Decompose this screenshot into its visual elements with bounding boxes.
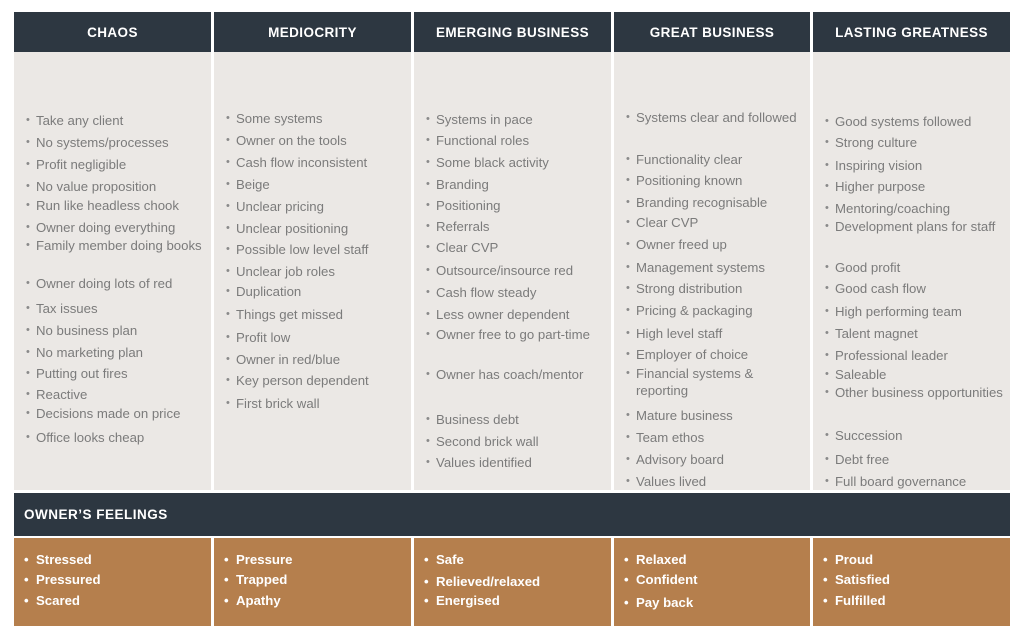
- list-item: • Tax issues: [26, 300, 206, 317]
- column-great-business: [614, 52, 810, 490]
- owners-feelings-header: OWNER’S FEELINGS: [14, 493, 1010, 536]
- list-item: • Things get missed: [226, 306, 406, 323]
- list-item: • Possible low level staff: [226, 241, 406, 258]
- list-item: • Business debt: [426, 411, 601, 428]
- list-item: • Management systems: [626, 259, 801, 276]
- column-emerging-business: [414, 52, 611, 490]
- list-item: • Financial systems & reporting: [626, 365, 801, 399]
- feeling-item: • Satisfied: [823, 571, 890, 588]
- list-item: • Beige: [226, 176, 406, 193]
- list-item: • High performing team: [825, 303, 1005, 320]
- list-item: • Employer of choice: [626, 346, 801, 363]
- list-item: • Owner doing lots of red: [26, 275, 206, 292]
- list-item: • Functional roles: [426, 132, 601, 149]
- list-item: • Pricing & packaging: [626, 302, 801, 319]
- feeling-item: • Fulfilled: [823, 592, 886, 609]
- list-item: • Values identified: [426, 454, 601, 471]
- list-item: • Advisory board: [626, 451, 801, 468]
- list-item: • Positioning known: [626, 172, 801, 189]
- column-lasting-greatness: [813, 52, 1010, 490]
- list-item: • Owner on the tools: [226, 132, 406, 149]
- list-item: • Other business opportunities: [825, 384, 1005, 401]
- list-item: • Putting out fires: [26, 365, 206, 382]
- list-item: • Take any client: [26, 112, 206, 129]
- header-emerging-business: EMERGING BUSINESS: [414, 12, 611, 52]
- feelings-mediocrity: [214, 538, 411, 626]
- header-lasting-greatness: LASTING GREATNESS: [813, 12, 1010, 52]
- feeling-item: • Pressure: [224, 551, 292, 568]
- list-item: • Key person dependent: [226, 372, 406, 389]
- feeling-item: • Confident: [624, 571, 698, 588]
- list-item: • Saleable: [825, 366, 1005, 383]
- list-item: • Unclear job roles: [226, 263, 406, 280]
- list-item: • Office looks cheap: [26, 429, 206, 446]
- list-item: • Duplication: [226, 283, 406, 300]
- header-great-business: GREAT BUSINESS: [614, 12, 810, 52]
- feelings-lasting-greatness: [813, 538, 1010, 626]
- list-item: • Mentoring/coaching: [825, 200, 1005, 217]
- feelings-chaos: [14, 538, 211, 626]
- list-item: • No business plan: [26, 322, 206, 339]
- list-item: • High level staff: [626, 325, 801, 342]
- list-item: • Owner in red/blue: [226, 351, 406, 368]
- list-item: • Good profit: [825, 259, 1005, 276]
- header-mediocrity: MEDIOCRITY: [214, 12, 411, 52]
- feeling-item: • Stressed: [24, 551, 92, 568]
- list-item: • Positioning: [426, 197, 601, 214]
- feeling-item: • Safe: [424, 551, 464, 568]
- list-item: • Succession: [825, 427, 1005, 444]
- feeling-item: • Proud: [823, 551, 873, 568]
- header-row: [14, 12, 1010, 52]
- list-item: • Professional leader: [825, 347, 1005, 364]
- list-item: • Profit negligible: [26, 156, 206, 173]
- list-item: • Owner freed up: [626, 236, 801, 253]
- feeling-item: • Relaxed: [624, 551, 687, 568]
- list-item: • Talent magnet: [825, 325, 1005, 342]
- list-item: • Unclear positioning: [226, 220, 406, 237]
- list-item: • Values lived: [626, 473, 801, 490]
- list-item: • Team ethos: [626, 429, 801, 446]
- list-item: • Debt free: [825, 451, 1005, 468]
- list-item: • Owner doing everything: [26, 219, 206, 236]
- list-item: • Systems clear and followed: [626, 109, 801, 126]
- feelings-row: [14, 538, 1010, 626]
- feeling-item: • Energised: [424, 592, 500, 609]
- header-chaos: CHAOS: [14, 12, 211, 52]
- feelings-emerging-business: [414, 538, 611, 626]
- list-item: • Mature business: [626, 407, 801, 424]
- list-item: • No value proposition: [26, 178, 206, 195]
- list-item: • Owner has coach/mentor: [426, 366, 601, 383]
- column-mediocrity: [214, 52, 411, 490]
- list-item: • Development plans for staff: [825, 218, 1005, 235]
- list-item: • No marketing plan: [26, 344, 206, 361]
- list-item: • Decisions made on price: [26, 405, 206, 422]
- list-item: • Some systems: [226, 110, 406, 127]
- feeling-item: • Pressured: [24, 571, 101, 588]
- list-item: • Run like headless chook: [26, 197, 206, 214]
- list-item: • Cash flow inconsistent: [226, 154, 406, 171]
- list-item: • Outsource/insource red: [426, 262, 601, 279]
- list-item: • First brick wall: [226, 395, 406, 412]
- list-item: • Cash flow steady: [426, 284, 601, 301]
- list-item: • Owner free to go part-time: [426, 326, 601, 343]
- list-item: • Inspiring vision: [825, 157, 1005, 174]
- feeling-item: • Relieved/relaxed: [424, 573, 540, 590]
- traits-row: [14, 52, 1010, 490]
- list-item: • Referrals: [426, 218, 601, 235]
- list-item: • No systems/processes: [26, 134, 206, 151]
- list-item: • Clear CVP: [626, 214, 801, 231]
- list-item: • Profit low: [226, 329, 406, 346]
- list-item: • Second brick wall: [426, 433, 601, 450]
- list-item: • Branding: [426, 176, 601, 193]
- column-chaos: [14, 52, 211, 490]
- list-item: • Some black activity: [426, 154, 601, 171]
- list-item: • Strong distribution: [626, 280, 801, 297]
- feelings-great-business: [614, 538, 810, 626]
- list-item: • Good cash flow: [825, 280, 1005, 297]
- feeling-item: • Trapped: [224, 571, 287, 588]
- list-item: • Family member doing books: [26, 237, 206, 254]
- list-item: • Reactive: [26, 386, 206, 403]
- list-item: • Full board governance: [825, 473, 1005, 490]
- list-item: • Systems in pace: [426, 111, 601, 128]
- feeling-item: • Pay back: [624, 594, 693, 611]
- stage-table: [14, 12, 1010, 490]
- list-item: • Unclear pricing: [226, 198, 406, 215]
- list-item: • Less owner dependent: [426, 306, 601, 323]
- list-item: • Clear CVP: [426, 239, 601, 256]
- list-item: • Strong culture: [825, 134, 1005, 151]
- feeling-item: • Apathy: [224, 592, 281, 609]
- list-item: • Branding recognisable: [626, 194, 801, 211]
- list-item: • Functionality clear: [626, 151, 801, 168]
- list-item: • Higher purpose: [825, 178, 1005, 195]
- list-item: • Good systems followed: [825, 113, 1005, 130]
- feeling-item: • Scared: [24, 592, 80, 609]
